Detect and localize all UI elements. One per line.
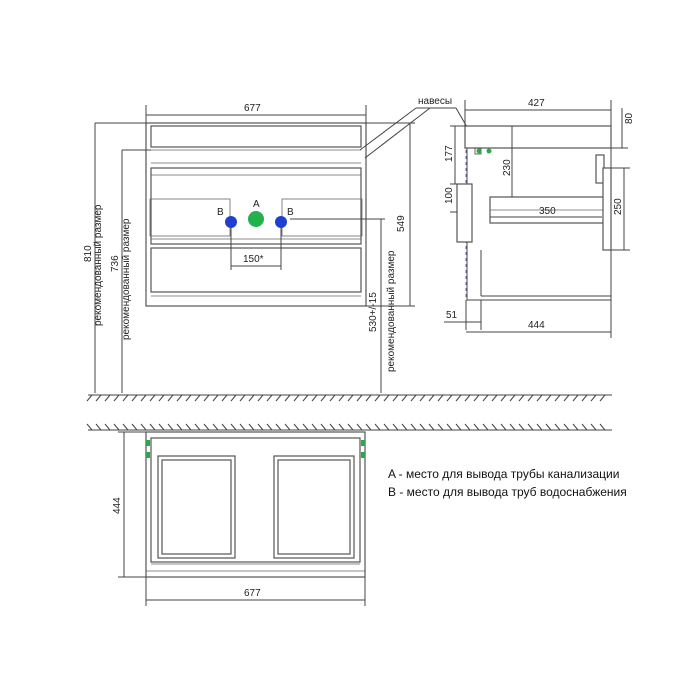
hatch-tick	[492, 395, 497, 401]
hatch-tick	[87, 424, 92, 430]
height-530-note: рекомендованный размер	[386, 250, 397, 372]
hatch-tick	[591, 424, 596, 430]
wall-line	[87, 424, 612, 430]
height-736-dimension: 736	[110, 255, 121, 272]
hatch-tick	[213, 424, 218, 430]
hatch-tick	[249, 424, 254, 430]
legend	[388, 467, 627, 499]
plan-width-677: 677	[244, 588, 261, 599]
height-530-dimension: 530+/-15	[368, 292, 379, 332]
pipe-b-right-marker	[275, 216, 287, 228]
hatch-tick	[366, 424, 371, 430]
hatch-tick	[132, 424, 137, 430]
hatch-tick	[330, 395, 335, 401]
hatch-tick	[348, 395, 353, 401]
hatch-tick	[357, 395, 362, 401]
hinges-label: навесы	[418, 96, 453, 107]
hatch-tick	[159, 424, 164, 430]
hatch-tick	[204, 395, 209, 401]
hatch-tick	[276, 424, 281, 430]
hatch-tick	[537, 424, 542, 430]
side-back-panel	[457, 184, 472, 242]
hatch-tick	[132, 395, 137, 401]
hatch-tick	[321, 424, 326, 430]
hatch-tick	[213, 395, 218, 401]
height-810-dimension: 810	[83, 245, 94, 262]
hatch-tick	[528, 424, 533, 430]
hatch-tick	[600, 424, 605, 430]
hinge-marker	[146, 452, 150, 458]
hatch-tick	[141, 395, 146, 401]
hatch-tick	[375, 424, 380, 430]
hatch-tick	[276, 395, 281, 401]
hatch-tick	[168, 395, 173, 401]
hatch-tick	[528, 395, 533, 401]
hatch-tick	[366, 395, 371, 401]
hatch-tick	[384, 424, 389, 430]
hatch-tick	[429, 424, 434, 430]
pipe-b-right-label: B	[287, 207, 294, 218]
hatch-tick	[339, 424, 344, 430]
hatch-tick	[483, 424, 488, 430]
hatch-tick	[510, 424, 515, 430]
hatch-tick	[501, 424, 506, 430]
hatch-tick	[420, 424, 425, 430]
hatch-tick	[456, 395, 461, 401]
hatch-tick	[303, 424, 308, 430]
hatch-tick	[105, 395, 110, 401]
side-view	[444, 98, 635, 338]
hatch-tick	[150, 424, 155, 430]
legend-b: B - место для вывода труб водоснабжения	[388, 485, 627, 499]
hatch-tick	[87, 395, 92, 401]
hatch-tick	[96, 395, 101, 401]
side-offset-80: 80	[624, 112, 635, 124]
hatch-tick	[546, 424, 551, 430]
hatch-tick	[474, 424, 479, 430]
hatch-tick	[222, 395, 227, 401]
hatch-tick	[348, 424, 353, 430]
legend-a: A - место для вывода трубы канализации	[388, 467, 620, 481]
hatch-tick	[96, 424, 101, 430]
hatch-tick	[330, 424, 335, 430]
hinge-marker	[146, 440, 150, 446]
hatch-tick	[285, 395, 290, 401]
hatch-tick	[600, 395, 605, 401]
hatch-tick	[231, 424, 236, 430]
top-view	[112, 432, 365, 606]
hatch-tick	[375, 395, 380, 401]
hatch-tick	[312, 395, 317, 401]
height-736-note: рекомендованный размер	[121, 218, 132, 340]
plan-door-right-inner	[278, 460, 350, 554]
hatch-tick	[123, 424, 128, 430]
hatch-tick	[393, 424, 398, 430]
hatch-tick	[150, 395, 155, 401]
hatch-tick	[240, 395, 245, 401]
hatch-tick	[582, 424, 587, 430]
hatch-tick	[294, 395, 299, 401]
hatch-tick	[411, 395, 416, 401]
hatch-tick	[519, 395, 524, 401]
hatch-tick	[258, 424, 263, 430]
side-depth-427: 427	[528, 98, 545, 109]
front-view	[83, 96, 478, 393]
hatch-tick	[249, 395, 254, 401]
hatch-tick	[474, 395, 479, 401]
hatch-tick	[186, 395, 191, 401]
hatch-tick	[267, 395, 272, 401]
hatch-tick	[303, 395, 308, 401]
hatch-tick	[465, 395, 470, 401]
hinge-marker	[487, 149, 492, 154]
hatch-tick	[114, 424, 119, 430]
side-shelf-350: 350	[539, 206, 556, 217]
hatch-tick	[402, 395, 407, 401]
hatch-tick	[195, 395, 200, 401]
hatch-tick	[573, 395, 578, 401]
hatch-tick	[519, 424, 524, 430]
hatch-tick	[492, 424, 497, 430]
side-offset-177: 177	[444, 145, 455, 162]
side-offset-100: 100	[444, 187, 455, 204]
hatch-tick	[537, 395, 542, 401]
hatch-tick	[285, 424, 290, 430]
hinge-marker	[477, 149, 482, 154]
plan-door-left-inner	[162, 460, 231, 554]
hatch-tick	[555, 424, 560, 430]
hatch-tick	[510, 395, 515, 401]
hatch-tick	[402, 424, 407, 430]
hatch-tick	[582, 395, 587, 401]
hatch-tick	[204, 424, 209, 430]
height-549-dimension: 549	[396, 215, 407, 232]
hatch-tick	[339, 395, 344, 401]
hatch-tick	[312, 424, 317, 430]
hatch-tick	[465, 424, 470, 430]
hatch-tick	[114, 395, 119, 401]
hatch-tick	[447, 395, 452, 401]
hinge-marker	[361, 452, 365, 458]
hatch-tick	[393, 395, 398, 401]
hatch-tick	[159, 395, 164, 401]
hatch-tick	[483, 395, 488, 401]
side-depth-444: 444	[528, 320, 545, 331]
hatch-tick	[447, 424, 452, 430]
hatch-tick	[177, 395, 182, 401]
floor-line	[87, 395, 612, 401]
hatch-tick	[456, 424, 461, 430]
hatch-tick	[438, 424, 443, 430]
front-width-dimension: 677	[244, 103, 261, 114]
pipe-spacing-dimension: 150*	[243, 254, 264, 265]
pipe-a-marker	[248, 211, 264, 227]
hatch-tick	[267, 424, 272, 430]
hatch-tick	[123, 395, 128, 401]
hatch-tick	[438, 395, 443, 401]
hatch-tick	[591, 395, 596, 401]
hatch-tick	[294, 424, 299, 430]
hatch-tick	[258, 395, 263, 401]
side-top-panel	[465, 126, 611, 148]
hatch-tick	[555, 395, 560, 401]
hatch-tick	[546, 395, 551, 401]
plan-depth-444: 444	[112, 497, 123, 514]
hatch-tick	[168, 424, 173, 430]
hatch-tick	[420, 395, 425, 401]
hatch-tick	[384, 395, 389, 401]
side-height-250: 250	[613, 198, 624, 215]
hatch-tick	[222, 424, 227, 430]
hatch-tick	[429, 395, 434, 401]
pipe-b-left-label: B	[217, 207, 224, 218]
hatch-tick	[141, 424, 146, 430]
hatch-tick	[411, 424, 416, 430]
side-offset-230: 230	[502, 159, 513, 176]
top-panel	[151, 126, 361, 147]
pipe-b-left-marker	[225, 216, 237, 228]
hatch-tick	[501, 395, 506, 401]
pipe-a-label: A	[253, 199, 260, 210]
hatch-tick	[195, 424, 200, 430]
hatch-tick	[186, 424, 191, 430]
side-bottom-51: 51	[446, 310, 458, 321]
hatch-tick	[231, 395, 236, 401]
height-810-note: рекомендованный размер	[93, 204, 104, 326]
hatch-tick	[357, 424, 362, 430]
hatch-tick	[105, 424, 110, 430]
hatch-tick	[564, 424, 569, 430]
hinge-marker	[361, 440, 365, 446]
hatch-tick	[573, 424, 578, 430]
side-front-panel	[603, 168, 611, 250]
hatch-tick	[564, 395, 569, 401]
hatch-tick	[240, 424, 245, 430]
hatch-tick	[177, 424, 182, 430]
hatch-tick	[321, 395, 326, 401]
